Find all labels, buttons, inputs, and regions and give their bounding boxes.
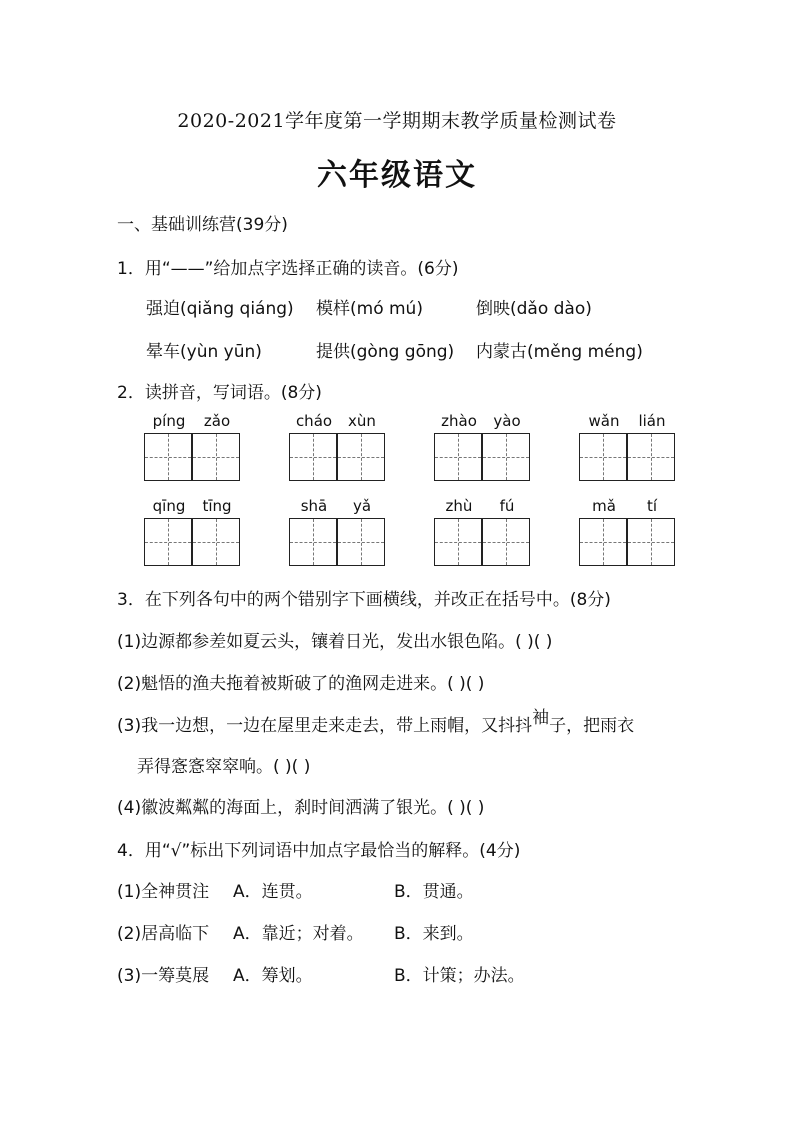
q4-item-3-option-b[interactable]: B．计策；办法。 — [394, 966, 525, 986]
q4-item-2-option-b[interactable]: B．来到。 — [394, 924, 474, 944]
q3-sentence-3-part-a: (3)我一边想，一边在屋里走来走去，带上雨帽，又抖抖 — [117, 716, 533, 736]
writing-grid — [144, 412, 242, 481]
q1-options: (yùn yūn) — [180, 342, 262, 362]
pinyin-label: wǎn — [588, 412, 620, 430]
q1-item-1 — [146, 294, 294, 319]
pinyin-label: shā — [300, 497, 328, 515]
writing-grid — [579, 497, 677, 566]
q1-word: 内蒙古 — [476, 342, 527, 362]
writing-box[interactable] — [627, 412, 675, 481]
q4-item-3-word: (3)一筹莫展 — [117, 966, 210, 986]
pinyin-label: tí — [646, 497, 658, 515]
q4-item-2-word: (2)居高临下 — [117, 924, 210, 944]
q1-word: 提供 — [316, 342, 350, 362]
writing-box[interactable] — [289, 497, 337, 566]
pinyin-label: tīng — [202, 497, 232, 515]
q1-options: (měng méng) — [527, 342, 643, 362]
q3-sentence-3-cont: 弄得愙愙窣窣响。( )( ) — [137, 757, 311, 777]
writing-box[interactable] — [579, 412, 627, 481]
q3-raised-char: 袖 — [532, 708, 550, 728]
q1-word: 倒映 — [476, 299, 510, 319]
q1-word: 强迫 — [146, 299, 180, 319]
q1-item-3 — [476, 294, 592, 319]
q4-item-1-word: (1)全神贯注 — [117, 882, 210, 902]
writing-box[interactable] — [289, 412, 337, 481]
writing-box[interactable] — [144, 412, 192, 481]
writing-box[interactable] — [144, 497, 192, 566]
q1-item-2 — [316, 294, 423, 319]
writing-box[interactable] — [627, 497, 675, 566]
writing-box[interactable] — [482, 497, 530, 566]
q1-options: (mó mú) — [350, 299, 423, 319]
q4-item-1-option-a[interactable]: A．连贯。 — [233, 882, 313, 902]
q3-sentence-2: (2)魁悟的渔夫拖着被斯破了的渔网走进来。( )( ) — [117, 674, 485, 694]
pinyin-label: yào — [493, 412, 521, 430]
exam-header: 2020-2021学年度第一学期期末教学质量检测试卷 — [177, 110, 617, 132]
q1-item-4 — [146, 337, 262, 362]
section-heading: 一、基础训练营(39分) — [117, 215, 288, 235]
q1-word: 晕车 — [146, 342, 180, 362]
writing-box[interactable] — [337, 497, 385, 566]
page-title: 六年级语文 — [317, 158, 477, 193]
question-1-prompt: 1．用“——”给加点字选择正确的读音。(6分) — [117, 259, 459, 279]
q4-item-3-option-a[interactable]: A．筹划。 — [233, 966, 313, 986]
question-4-prompt: 4．用“√”标出下列词语中加点字最恰当的解释。(4分) — [117, 841, 521, 861]
writing-grid — [144, 497, 242, 566]
pinyin-label: lián — [638, 412, 666, 430]
writing-box[interactable] — [192, 412, 240, 481]
pinyin-label: zhào — [441, 412, 477, 430]
writing-box[interactable] — [434, 497, 482, 566]
q1-item-6 — [476, 337, 643, 362]
pinyin-label: yǎ — [352, 497, 372, 515]
writing-box[interactable] — [192, 497, 240, 566]
writing-grid — [579, 412, 677, 481]
pinyin-label: píng — [152, 412, 186, 430]
q1-word: 模样 — [316, 299, 350, 319]
writing-box[interactable] — [337, 412, 385, 481]
pinyin-label: mǎ — [592, 497, 616, 515]
pinyin-label: cháo — [295, 412, 333, 430]
writing-box[interactable] — [482, 412, 530, 481]
q3-sentence-4: (4)徽波粼粼的海面上，刹时间洒满了银光。( )( ) — [117, 798, 485, 818]
pinyin-label: xùn — [348, 412, 376, 430]
writing-grid — [289, 497, 387, 566]
question-2-prompt: 2．读拼音，写词语。(8分) — [117, 383, 322, 403]
q3-sentence-3-part-b: 子，把雨衣 — [549, 716, 635, 736]
pinyin-label: qīng — [152, 497, 186, 515]
q4-item-2-option-a[interactable]: A．靠近；对着。 — [233, 924, 364, 944]
question-3-prompt: 3．在下列各句中的两个错别字下画横线，并改正在括号中。(8分) — [117, 590, 611, 610]
pinyin-label: fú — [499, 497, 515, 515]
writing-grid — [289, 412, 387, 481]
writing-grid — [434, 412, 532, 481]
q1-item-5 — [316, 337, 454, 362]
pinyin-label: zhù — [445, 497, 473, 515]
q3-sentence-3 — [117, 708, 635, 736]
writing-box[interactable] — [434, 412, 482, 481]
writing-box[interactable] — [579, 497, 627, 566]
writing-grid — [434, 497, 532, 566]
q4-item-1-option-b[interactable]: B．贯通。 — [394, 882, 474, 902]
q3-sentence-1: (1)边源都参差如夏云头，镶着日光，发出水银色陷。( )( ) — [117, 632, 553, 652]
pinyin-label: zǎo — [203, 412, 231, 430]
q1-options: (gòng gōng) — [350, 342, 455, 362]
q1-options: (dǎo dào) — [510, 299, 592, 319]
q1-options: (qiǎng qiáng) — [180, 299, 294, 319]
